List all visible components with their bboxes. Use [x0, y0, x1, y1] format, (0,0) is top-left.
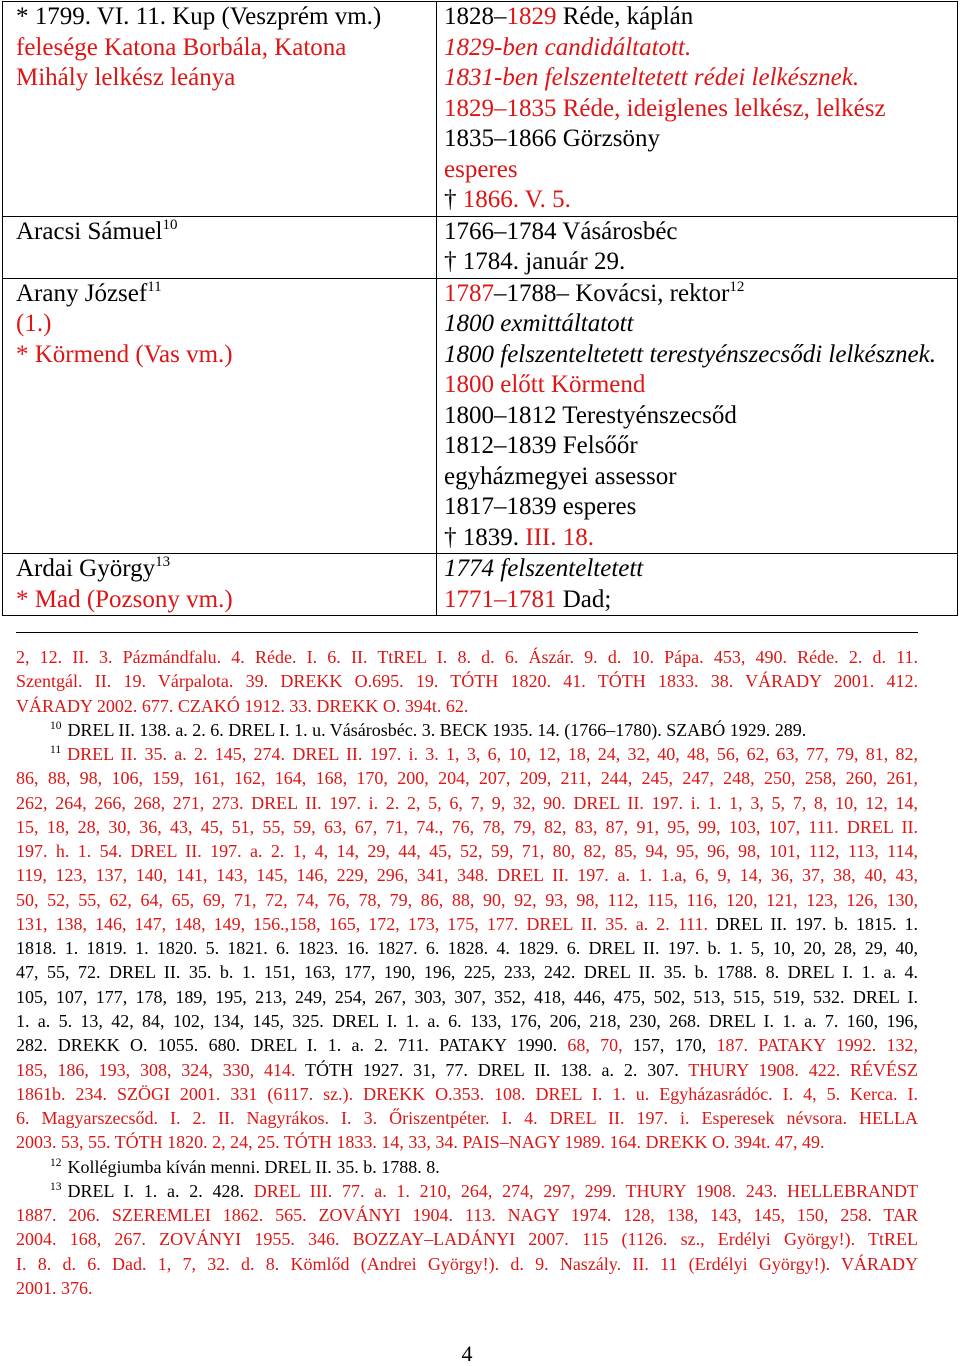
text-segment: 1818. 1. 1819. 1. 1820. 5. 1821. 6. 1823. 16. 1827. 6. 1828. 4. 1829. 6. DREL II. 197. b. 1. 5, 10, 20, 28, 29, 40,	[16, 938, 918, 959]
footnote-line	[16, 766, 918, 790]
text-segment: 15, 18, 28, 30, 36, 43, 45, 51, 55, 59, 63, 67, 71, 74., 76, 78, 79, 82, 83, 87, 91, 95, 99, 103, 107, 111. DREL II.	[16, 816, 918, 837]
text-segment: † 1839.	[444, 523, 526, 551]
text-segment: 105, 107, 177, 178, 189, 195, 213, 249, 254, 267, 303, 307, 352, 418, 446, 475, 502, 513, 515, 519, 532. DREL I.	[16, 986, 918, 1007]
text-segment: Réde, káplán	[556, 3, 694, 30]
clergy-entries-table	[2, 1, 958, 616]
text-line	[444, 492, 957, 523]
career-cell	[437, 217, 958, 279]
footnote-marker: 10	[50, 719, 62, 732]
text-segment: 187. PATAKY 1992. 132,	[716, 1035, 919, 1056]
text-segment: 1828–	[444, 3, 507, 30]
text-segment: 1829–1835 Réde, ideiglenes lelkész, lelkész	[444, 94, 886, 122]
text-segment: 282. DREKK O. 1055. 680. DREL I. 1. a. 2. 711. PATAKY 1990.	[16, 1035, 568, 1056]
text-segment: 68, 70,	[567, 1035, 623, 1056]
text-segment: DREL II. 35. a. 2. 145, 274. DREL II. 197. i. 3. 1, 3, 6, 10, 12, 18, 24, 32, 40, 48, 56, 62, 63, 77, 79, 81, 82,	[67, 744, 918, 765]
text-line	[444, 401, 957, 432]
text-line	[444, 185, 957, 216]
person-cell	[3, 2, 437, 217]
text-segment: 185, 186, 193, 308, 324, 330, 414.	[16, 1059, 296, 1080]
text-line	[16, 309, 436, 340]
text-line	[444, 33, 957, 64]
text-line	[444, 63, 957, 94]
text-segment: * Mad (Pozsony vm.)	[16, 585, 233, 613]
text-segment: †	[444, 186, 463, 213]
text-segment: 2, 12. II. 3. Pázmándfalu. 4. Réde. I. 6. II. TtREL I. 8. d. 6. Ászár. 9. d. 10. Pápa. 453, 490. Réde. 2. d. 11.	[16, 647, 918, 667]
text-line	[444, 2, 957, 33]
footnote-line	[16, 815, 918, 839]
text-segment: 1861b. 234. SZÖGI 2001. 331 (6117. sz.). DREKK O.353. 108. DREL I. 1. u. Egyházasrádóc. I. 4, 5. Kerca. I.	[16, 1083, 918, 1104]
footnote-line	[16, 1155, 918, 1179]
footnote-12	[16, 1155, 918, 1179]
text-segment: 47, 55, 72. DREL II. 35. b. 1. 151, 163, 177, 190, 196, 225, 233, 242. DREL II. 35. b. 1788. 8. DREL I. 1. a. 4.	[16, 962, 918, 983]
footnote-line	[16, 1252, 918, 1276]
text-line	[444, 94, 957, 125]
footnote-line	[16, 960, 918, 984]
text-segment: † 1784. január 29.	[444, 248, 626, 275]
text-segment: 1787	[444, 279, 494, 307]
text-segment: Aracsi Sámuel	[16, 217, 163, 245]
text-segment: Mihály lelkész leánya	[16, 64, 236, 91]
text-segment: VÁRADY 2002. 677. CZAKÓ 1912. 33. DREKK O. 394t. 62.	[16, 695, 469, 716]
table-row	[3, 2, 958, 217]
footnote-ref: 11	[147, 278, 162, 295]
footnote-marker: 11	[50, 744, 62, 757]
career-cell	[437, 2, 958, 217]
footnote-line	[16, 863, 918, 887]
text-segment: 119, 123, 137, 140, 141, 143, 145, 146, 229, 296, 341, 348. DREL II. 197. a. 1. 1.a, 6, 9, 14, 36, 37, 38, 40, 43,	[16, 865, 918, 886]
text-segment: DREL II. 138. a. 2. 6. DREL I. 1. u. Vásárosbéc. 3. BECK 1935. 14. (1766–1780). SZABÓ 1929. 289.	[67, 719, 807, 740]
footnote-line	[16, 791, 918, 815]
text-segment: 1800 exmittáltatott	[444, 310, 634, 337]
text-line	[444, 155, 957, 186]
footnote-marker: 12	[50, 1156, 62, 1169]
text-segment: 2001. 376.	[16, 1277, 93, 1298]
footnote-line	[16, 1082, 918, 1106]
footnote-line	[16, 912, 918, 936]
table-row	[3, 279, 958, 555]
text-segment: 131, 138, 146, 147, 148, 149, 156.,158, 165, 172, 173, 175, 177. DREL II. 35. a. 2. 111.	[16, 913, 708, 934]
text-line	[444, 217, 957, 248]
text-segment: 1831-ben felszenteltetett rédei lelkésznek.	[444, 64, 860, 91]
footnote-line	[16, 694, 918, 718]
footnote-line	[16, 1033, 918, 1057]
footnote-ref: 13	[155, 554, 171, 570]
footnote-13	[16, 1179, 918, 1300]
text-line	[16, 33, 436, 64]
text-line	[444, 340, 957, 371]
text-line	[444, 124, 957, 155]
footnote-line	[16, 1130, 918, 1154]
text-line	[444, 462, 957, 493]
footnote-line	[16, 718, 918, 742]
footnote-line	[16, 1009, 918, 1033]
text-segment: (1.)	[16, 310, 52, 337]
text-line	[444, 370, 957, 401]
text-segment: III. 18.	[525, 523, 594, 551]
footnote-line	[16, 645, 918, 669]
footnote-line	[16, 1179, 918, 1203]
text-segment: 1800 előtt Körmend	[444, 371, 646, 398]
text-segment: 6. Magyarszecsőd. I. 2. II. Nagyrákos. I. 3. Őriszentpéter. I. 4. DREL II. 197. i. Esperesek névsora. HELLA	[16, 1108, 918, 1129]
footnote-line	[16, 1276, 918, 1300]
text-segment: –1788– Kovácsi, rektor	[494, 279, 730, 307]
text-segment: 1. a. 5. 13, 42, 84, 102, 134, 145, 325. DREL I. 1. a. 6. 133, 176, 206, 218, 230, 268. DREL I. 1. a. 7. 160, 196,	[16, 1010, 918, 1031]
text-segment: 1812–1839 Felsőőr	[444, 432, 638, 459]
career-cell	[437, 279, 958, 555]
text-segment: 2003. 53, 55. TÓTH 1820. 2, 24, 25. TÓTH 1833. 14, 33, 34. PAIS–NAGY 1989. 164. DREKK O. 394t. 47, 49.	[16, 1132, 825, 1153]
footnote-line	[16, 839, 918, 863]
footnote-ref: 12	[729, 278, 745, 295]
text-segment: 1771–1781	[444, 585, 557, 613]
text-line	[444, 279, 957, 310]
footnote-line	[16, 1106, 918, 1130]
footnote-continuation	[16, 645, 918, 718]
text-segment: THURY 1908. 422. RÉVÉSZ	[678, 1059, 919, 1080]
text-segment: 157, 170,	[622, 1035, 717, 1056]
text-segment: 1866. V. 5.	[462, 186, 571, 213]
text-line	[444, 431, 957, 462]
text-segment: 1835–1866 Görzsöny	[444, 125, 660, 152]
text-segment: 197. h. 1. 54. DREL II. 197. a. 2. 1, 4, 14, 29, 44, 45, 52, 59, 71, 80, 82, 85, 94, 95, 96, 98, 101, 112, 113, 114,	[16, 841, 918, 862]
footnote-line	[16, 1058, 918, 1082]
person-cell	[3, 217, 437, 279]
text-line	[16, 279, 436, 310]
footnote-10	[16, 718, 918, 742]
text-segment: 1817–1839 esperes	[444, 493, 637, 520]
text-segment: DREL II. 197. b. 1815. 1.	[708, 913, 918, 934]
text-segment: DREL III. 77. a. 1. 210, 264, 274, 297, 299. THURY 1908. 243. HELLEBRANDT	[243, 1180, 918, 1201]
footnote-ref: 10	[162, 216, 178, 233]
footnote-marker: 13	[50, 1180, 62, 1193]
footnote-line	[16, 888, 918, 912]
text-segment: I. 8. d. 6. Dad. 1, 7, 32. d. 8. Kömlőd (Andrei György!). d. 9. Naszály. II. 11 (Erdélyi György!). VÁRADY	[16, 1253, 918, 1274]
text-segment: Arany József	[16, 279, 148, 307]
footnote-line	[16, 936, 918, 960]
text-segment: Ardai György	[16, 555, 156, 582]
text-segment: 1887. 206. SZEREMLEI 1862. 565. ZOVÁNYI 1904. 113. NAGY 1974. 128, 138, 143, 145, 150, 258. TAR	[16, 1205, 918, 1226]
footnote-line	[16, 669, 918, 693]
footnote-line	[16, 1203, 918, 1227]
text-segment: 1829	[506, 3, 557, 30]
text-line	[16, 585, 436, 616]
person-cell	[3, 279, 437, 555]
table-row	[3, 217, 958, 279]
text-segment: 2004. 168, 267. ZOVÁNYI 1955. 346. BOZZAY–LADÁNYI 2007. 115 (1126. sz., Erdélyi György!). TtREL	[16, 1229, 918, 1250]
text-segment: Kollégiumba kíván menni. DREL II. 35. b. 1788. 8.	[67, 1156, 440, 1177]
career-cell	[437, 554, 958, 616]
text-segment: DREL I. 1. a. 2. 428.	[67, 1180, 244, 1201]
text-segment: egyházmegyei assessor	[444, 462, 677, 490]
footnotes	[16, 645, 918, 1300]
text-line	[16, 217, 436, 248]
text-line	[16, 340, 436, 371]
text-segment: 1800 felszenteltetett terestyénszecsődi lelkésznek.	[444, 340, 936, 368]
table-row	[3, 554, 958, 616]
footnote-line	[16, 742, 918, 766]
text-line	[16, 554, 436, 585]
text-segment: 50, 52, 55, 62, 64, 65, 69, 71, 72, 74, 76, 78, 79, 86, 88, 90, 92, 93, 98, 112, 115, 116, 120, 121, 123, 126, 130,	[16, 889, 918, 910]
text-segment: felesége Katona Borbála, Katona	[16, 33, 347, 61]
text-segment: 1766–1784 Vásárosbéc	[444, 217, 678, 245]
text-line	[444, 523, 957, 554]
text-segment: Dad;	[556, 585, 612, 613]
text-segment: Szentgál. II. 19. Várpalota. 39. DREKK O.695. 19. TÓTH 1820. 41. TÓTH 1833. 38. VÁRADY 2001. 412.	[16, 671, 918, 692]
text-segment: 1800–1812 Terestyénszecsőd	[444, 401, 737, 429]
text-segment: * Körmend (Vas vm.)	[16, 340, 233, 368]
text-line	[444, 247, 957, 278]
text-segment: TÓTH 1927. 31, 77. DREL II. 138. a. 2. 307.	[295, 1059, 679, 1080]
text-line	[444, 585, 957, 616]
page-number: 4	[461, 1341, 473, 1366]
text-segment: esperes	[444, 155, 518, 183]
footnote-line	[16, 1227, 918, 1251]
text-line	[444, 554, 957, 585]
footnote-separator	[16, 632, 918, 633]
text-line	[444, 309, 957, 340]
text-segment: 1774 felszenteltetett	[444, 555, 644, 582]
text-segment: 86, 88, 98, 106, 159, 161, 162, 164, 168, 170, 200, 204, 207, 209, 211, 244, 245, 247, 248, 250, 258, 260, 261,	[16, 768, 918, 789]
text-line	[16, 63, 436, 94]
text-segment: 262, 264, 266, 268, 271, 273. DREL II. 197. i. 2. 2, 5, 6, 7, 9, 32, 90. DREL II. 197. i. 1. 1, 3, 5, 7, 8, 10, 12, 14,	[16, 792, 918, 813]
person-cell	[3, 554, 437, 616]
text-line	[16, 2, 436, 33]
footnote-11	[16, 742, 918, 1155]
text-segment: 1829-ben candidáltatott.	[444, 33, 692, 61]
footnote-line	[16, 985, 918, 1009]
text-segment: * 1799. VI. 11. Kup (Veszprém vm.)	[16, 3, 382, 30]
